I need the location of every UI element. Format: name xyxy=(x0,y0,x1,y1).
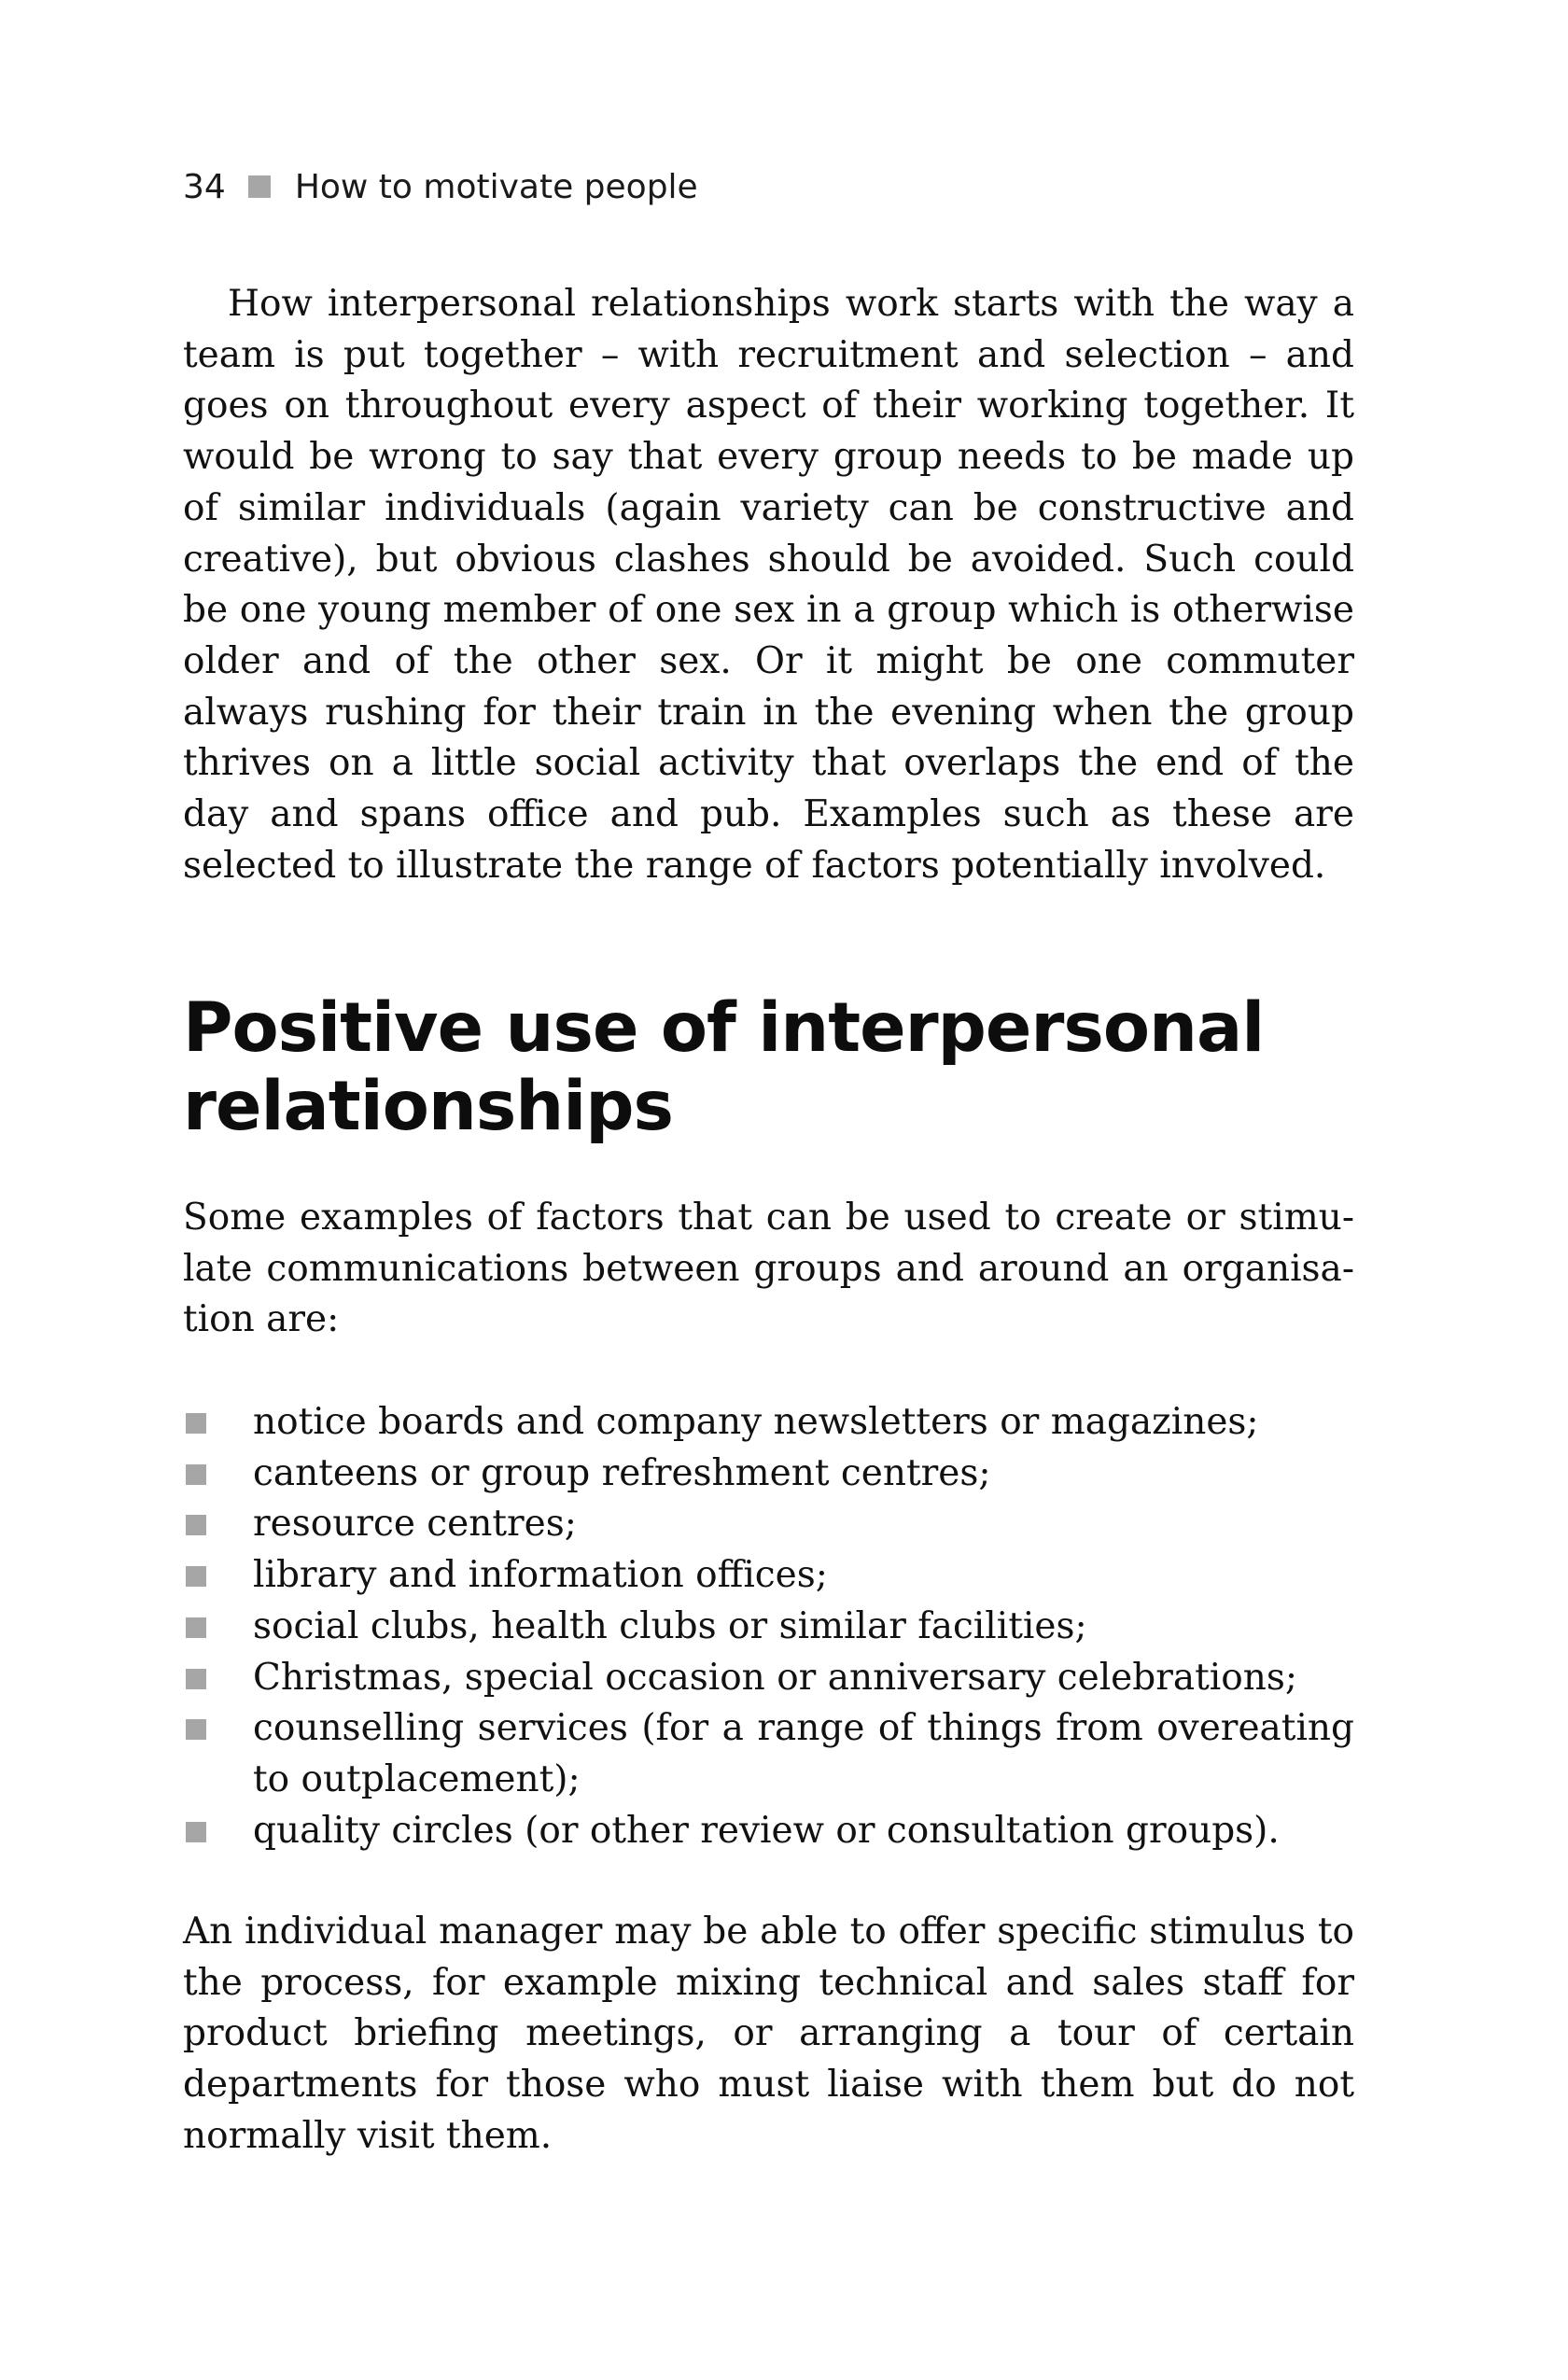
list-item xyxy=(183,1550,1354,1602)
page-number: 34 xyxy=(183,167,226,206)
list-item-text: Christmas, special occasion or anniversary celebrations; xyxy=(253,1656,1298,1699)
bullet-square-icon xyxy=(186,1617,206,1638)
bullet-square-icon xyxy=(186,1669,206,1689)
bullet-square-icon xyxy=(186,1719,206,1740)
body-paragraph-3: An individual manager may be able to offer specific stimulus to the process, for example mixing technical and sales staff for product briefing meetings, or arranging a tour of certain departments for those who must liaise with them but do not normally visit them. xyxy=(183,1911,1354,2157)
list-item xyxy=(183,1499,1354,1550)
section-heading: Positive use of interpersonal relationships xyxy=(183,988,1265,1146)
list-item xyxy=(183,1397,1354,1449)
list-item xyxy=(183,1449,1354,1500)
body-paragraph-1: How interpersonal relationships work starts with the way a team is put together – with recruitment and selection – and goes on throughout every aspect of their working together. It would be wrong to say that every group needs to be made up of similar individuals (again variety can be constructive and creative), but obvious clashes should be avoided. Such could be one young member of one sex in a group which is otherwise older and of the other sex. Or it might be one commuter always rushing for their train in the evening when the group thrives on a little social activity that overlaps the end of the day and spans office and pub. Examples such as these are selected to illustrate the range of factors potentially involved. xyxy=(183,283,1354,887)
list-item-text: library and information offices; xyxy=(253,1554,828,1597)
list-item xyxy=(183,1653,1354,1704)
header-separator-square-icon xyxy=(248,175,271,198)
list-item-text: resource centres; xyxy=(253,1503,577,1546)
list-item xyxy=(183,1703,1354,1805)
bullet-square-icon xyxy=(186,1413,206,1434)
body-paragraph-2: Some examples of factors that can be used to create or stimulate communications between groups and around an organisation are: xyxy=(183,1197,1354,1341)
list-item-text: notice boards and company newsletters or magazines; xyxy=(253,1401,1259,1443)
list-item-text: canteens or group refreshment centres; xyxy=(253,1451,991,1494)
bullet-square-icon xyxy=(186,1464,206,1485)
list-item-text: social clubs, health clubs or similar facilities; xyxy=(253,1604,1087,1647)
running-header xyxy=(183,161,698,213)
running-title: How to motivate people xyxy=(294,167,698,206)
bullet-square-icon xyxy=(186,1515,206,1535)
examples-list xyxy=(183,1397,1354,1856)
bullet-square-icon xyxy=(186,1822,206,1842)
list-item-text: counselling services (for a range of things from overeating to outplacement); xyxy=(253,1707,1354,1800)
bullet-square-icon xyxy=(186,1566,206,1587)
list-item xyxy=(183,1806,1354,1857)
list-item xyxy=(183,1602,1354,1653)
list-item-text: quality circles (or other review or consultation groups). xyxy=(253,1809,1280,1852)
